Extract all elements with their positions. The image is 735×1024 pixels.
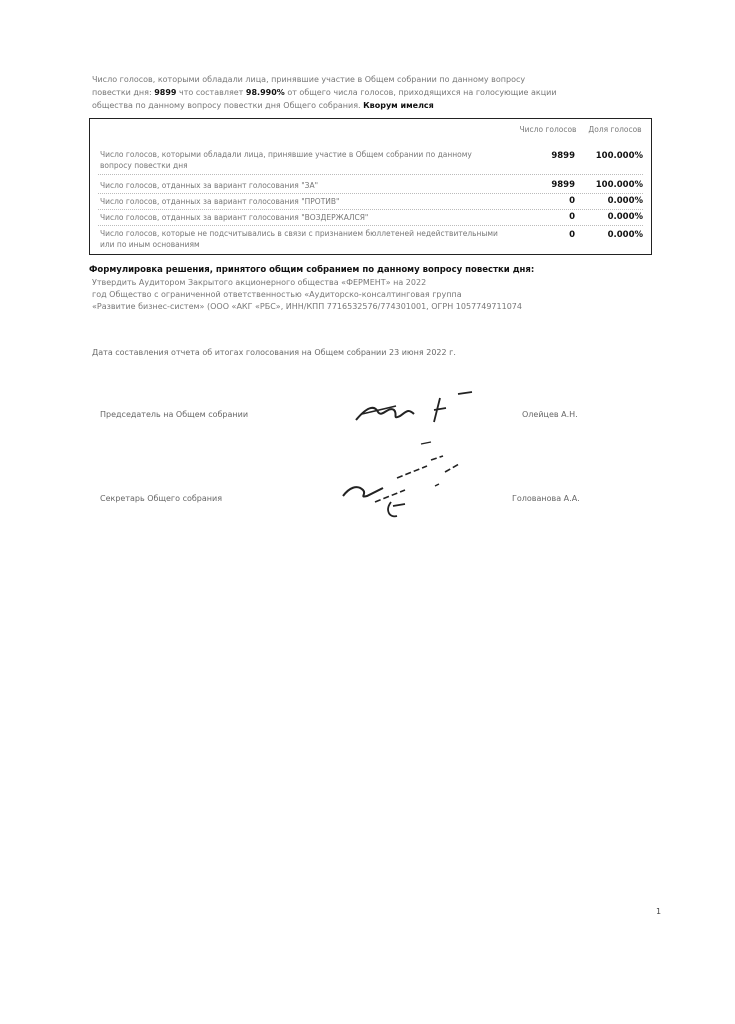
decision-line-3: «Развитие бизнес-систем» (ООО «АКГ «РБС», ИНН/КПП 7716532576/774301001, ОГРН 1057749711074 — [92, 302, 522, 311]
table-row-percent: 100.000% — [595, 180, 643, 190]
table-row-label: Число голосов, отданных за вариант голосования "ВОЗДЕРЖАЛСЯ" — [100, 213, 369, 222]
intro-line-2-suffix: от общего числа голосов, приходящихся на голосующие акции — [287, 88, 557, 97]
table-row-percent: 0.000% — [607, 212, 643, 222]
table-row-label: Число голосов, которыми обладали лица, принявшие участие в Общем собрании по данному вопросу повестки дня — [100, 150, 472, 170]
table-row-votes: 9899 — [551, 151, 575, 161]
decision-title: Формулировка решения, принятого общим собранием по данному вопросу повестки дня: — [89, 265, 535, 275]
decision-line-2: год Общество с ограниченной ответственностью «Аудиторско-консалтинговая группа — [92, 290, 462, 299]
table-row-votes: 0 — [569, 230, 575, 240]
row-divider — [98, 225, 643, 226]
secretary-label: Секретарь Общего собрания — [100, 494, 223, 503]
decision-body — [92, 277, 657, 313]
row-divider — [98, 193, 643, 194]
chair-signature — [348, 390, 488, 430]
intro-line-3 — [92, 99, 657, 112]
table-row-label: Число голосов, которые не подсчитывались в связи с признанием бюллетеней недействительными или по иным основаниям — [100, 229, 498, 249]
voting-results-table — [89, 118, 652, 255]
row-divider — [98, 209, 643, 210]
quorum-status: Кворум имелся — [363, 101, 434, 110]
table-row-percent: 0.000% — [607, 196, 643, 206]
table-row-votes: 9899 — [551, 180, 575, 190]
header-percent: Доля голосов — [588, 125, 642, 134]
decision-line-1: Утвердить Аудитором Закрытого акционерного общества «ФЕРМЕНТ» на 2022 — [92, 278, 427, 287]
report-date-note: Дата составления отчета об итогах голосования на Общем собрании 23 июня 2022 г. — [92, 348, 456, 357]
intro-votes-total: 9899 — [154, 88, 177, 97]
table-row-votes: 0 — [569, 212, 575, 222]
chair-name: Олейцев А.Н. — [522, 410, 578, 419]
intro-paragraph — [92, 73, 657, 112]
header-votes: Число голосов — [519, 125, 577, 134]
chair-label: Председатель на Общем собрании — [100, 410, 249, 419]
intro-line-2 — [92, 86, 657, 99]
table-row-votes: 0 — [569, 196, 575, 206]
table-row-percent: 0.000% — [607, 230, 643, 240]
page-number: 1 — [656, 907, 662, 916]
intro-percent: 98.990% — [245, 88, 285, 97]
intro-line-2-mid: что составляет — [179, 88, 244, 97]
secretary-signature — [335, 440, 475, 530]
secretary-name: Голованова А.А. — [512, 494, 580, 503]
row-divider — [98, 174, 643, 175]
table-row-label: Число голосов, отданных за вариант голосования "ПРОТИВ" — [100, 197, 340, 206]
intro-line-2-prefix: повестки дня: — [92, 88, 152, 97]
intro-line-1: Число голосов, которыми обладали лица, принявшие участие в Общем собрании по данному вопросу — [92, 75, 526, 84]
intro-line-3-text: общества по данному вопросу повестки дня Общего собрания. — [92, 101, 361, 110]
table-row-label: Число голосов, отданных за вариант голосования "ЗА" — [100, 181, 319, 190]
table-row-percent: 100.000% — [595, 151, 643, 161]
